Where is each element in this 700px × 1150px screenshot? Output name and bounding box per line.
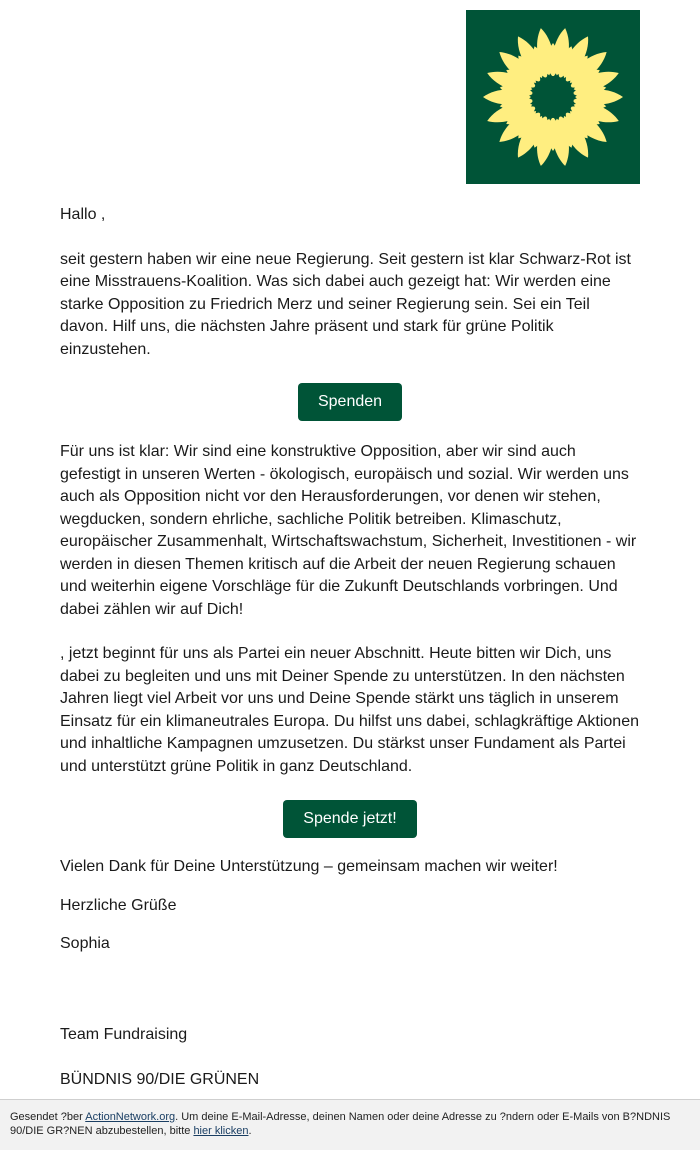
footer-text-start: Gesendet ?ber [10, 1111, 86, 1123]
donate-now-button-row [60, 800, 640, 838]
donate-now-button[interactable]: Spende jetzt! [283, 800, 416, 838]
sunflower-icon [478, 22, 628, 172]
intro-paragraph: seit gestern haben wir eine neue Regierung. Seit gestern ist klar Schwarz-Rot ist eine Misstrauens-Koalition. Was sich dabei auch gezeigt hat: Wir werden eine starke Opposition zu Friedrich Merz und seiner Regierung sein. Sei ein Teil davon. Hilf uns, die nächsten Jahre präsent und stark für grüne Politik einzustehen. [60, 250, 631, 358]
email-body [60, 204, 640, 1092]
actionnetwork-link[interactable]: ActionNetwork.org [85, 1111, 176, 1123]
organization-name: BÜNDNIS 90/DIE GRÜNEN [60, 1071, 260, 1088]
closing-text: Vielen Dank für Deine Unterstützung – gemeinsam machen wir weiter! [60, 858, 558, 875]
appeal-paragraph: , jetzt beginnt für uns als Partei ein neuer Abschnitt. Heute bitten wir Dich, uns dabei zu begleiten und uns mit Deiner Spende zu unterstützen. In den nächsten Jahren liegt viel Arbeit vor uns und Deine Spende stärkt uns täglich in unserem Einsatz für ein klimaneutrales Europa. Du hilfst uns dabei, schlagkräftige Aktionen und inhaltliche Kampagnen umzusetzen. Du stärkst unser Fundament als Partei und unterstützt grüne Politik in ganz Deutschland. [60, 645, 639, 775]
email-footer [0, 1099, 700, 1150]
greeting-text: Hallo , [60, 206, 106, 223]
signature-name: Sophia [60, 935, 110, 952]
footer-text-end: . [248, 1125, 252, 1137]
party-logo [466, 10, 640, 184]
regards-text: Herzliche Grüße [60, 896, 177, 914]
donate-button[interactable]: Spenden [298, 383, 402, 421]
team-name: Team Fundraising [60, 1025, 188, 1043]
opposition-paragraph: Für uns ist klar: Wir sind eine konstruktive Opposition, aber wir sind auch gefestigt in unseren Werten - ökologisch, europäisch und sozial. Wir werden uns auch als Opposition nicht vor den Herausforderungen, vor denen wir stehen, wegducken, sondern ehrliche, sachliche Politik betreiben. Klimaschutz, europäischer Zusammenhalt, Wirtschaftswachstum, Sicherheit, Investitionen - wir werden in diesen Themen kritisch auf die Arbeit der neuen Regierung schauen und weiterhin eigene Vorschläge für die Zukunft Deutschlands vorbringen. Und dabei zählen wir auf Dich! [60, 443, 637, 618]
footer-text-middle: . Um deine E-Mail-Adresse, deinen Namen oder deine Adresse zu ?ndern oder E-Mails von B?NDNIS 90/DIE GR?NEN abzubestellen, bitte [10, 1111, 671, 1137]
donate-button-row [60, 383, 640, 421]
unsubscribe-link[interactable]: hier klicken [193, 1125, 249, 1137]
